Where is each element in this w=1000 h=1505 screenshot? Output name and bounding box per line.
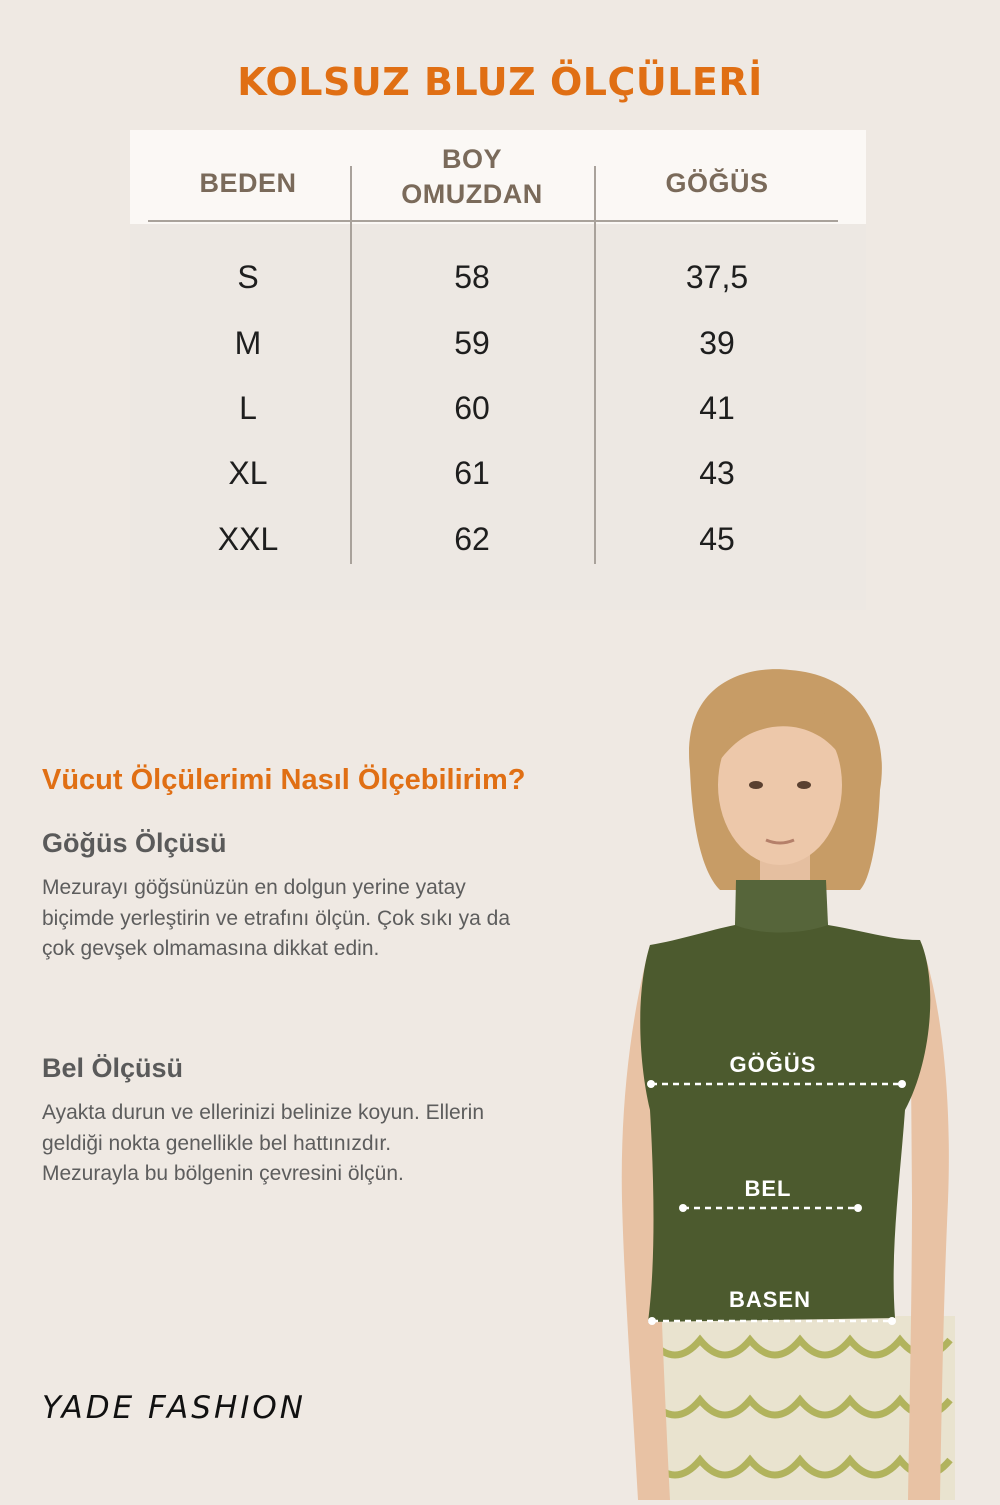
brand-logo: YADE FASHION <box>42 1390 306 1426</box>
row-l-chest: 41 <box>699 390 735 426</box>
waist-section-text: Ayakta durun ve ellerinizi belinize koyun. Ellerin geldiği nokta genellikle bel hattınızdır. Mezurayla bu bölgenin çevresini ölçün. <box>42 1101 485 1185</box>
chest-section-text: Mezurayı göğsünüzün en dolgun yerine yatay biçimde yerleştirin ve etrafını ölçün. Çok sıkı ya da çok gevşek olmamasına dikkat edin. <box>42 876 511 960</box>
column-divider-2 <box>594 166 596 564</box>
row-s-size: S <box>237 259 259 295</box>
row-xxl-chest: 45 <box>699 521 735 557</box>
header-size: BEDEN <box>199 168 297 198</box>
row-m-length: 59 <box>454 325 490 361</box>
row-l-size: L <box>239 390 257 426</box>
column-divider-1 <box>350 166 352 564</box>
row-m-chest: 39 <box>699 325 735 361</box>
row-s-chest: 37,5 <box>685 259 749 295</box>
row-s-length: 58 <box>454 259 490 295</box>
howto-title: Vücut Ölçülerimi Nasıl Ölçebilirim? <box>42 764 526 796</box>
row-m-size: M <box>234 325 262 361</box>
size-table <box>130 130 866 610</box>
chest-section-title: Göğüs Ölçüsü <box>42 828 227 858</box>
row-xl-length: 61 <box>454 455 490 491</box>
sleeveless-top <box>640 880 930 1322</box>
chest-measure-label: GÖĞÜS <box>729 1052 817 1077</box>
row-l-length: 60 <box>454 390 490 426</box>
turtleneck-collar <box>735 880 828 933</box>
page-title: KOLSUZ BLUZ ÖLÇÜLERİ <box>237 60 763 104</box>
waist-measure-label: BEL <box>744 1176 792 1201</box>
hip-measure-label: BASEN <box>728 1287 811 1312</box>
header-chest: GÖĞÜS <box>665 168 769 198</box>
header-length-line2: OMUZDAN <box>401 179 543 209</box>
row-xl-size: XL <box>228 455 268 491</box>
row-xxl-size: XXL <box>217 521 279 557</box>
header-length-line1: BOY <box>441 144 502 174</box>
header-divider <box>148 220 838 222</box>
waist-section-title: Bel Ölçüsü <box>42 1053 184 1083</box>
row-xxl-length: 62 <box>454 521 490 557</box>
row-xl-chest: 43 <box>699 455 735 491</box>
